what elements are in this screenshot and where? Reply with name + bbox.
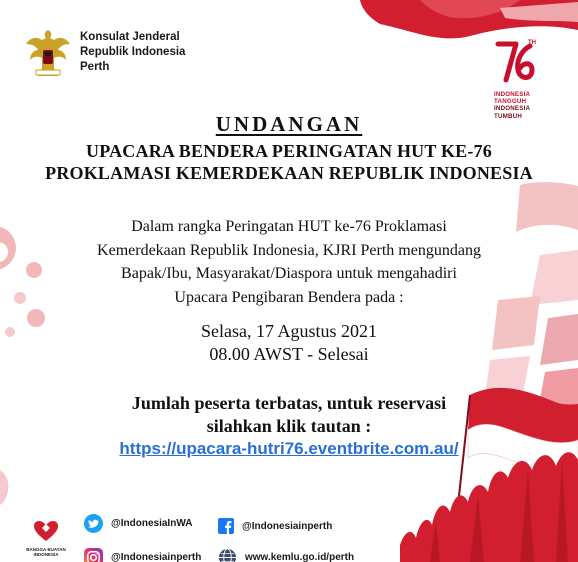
reservation-note (0, 392, 578, 438)
bbi-line-2: INDONESIA (33, 552, 59, 557)
bbi-label (26, 547, 66, 557)
invitation-subtitle-line-1: UPACARA BENDERA PERINGATAN HUT KE-76 (86, 141, 492, 161)
tagline-line-1: INDONESIA (494, 91, 531, 98)
reservation-note-line-2: silahkan klik tautan : (206, 416, 372, 436)
facebook-handle[interactable] (218, 518, 332, 534)
event-date: Selasa, 17 Agustus 2021 (200, 321, 377, 341)
invitation-subtitle-line-2: PROKLAMASI KEMERDEKAAN REPUBLIK INDONESIA (45, 163, 533, 183)
facebook-handle-text: @Indonesiainperth (242, 520, 333, 532)
bbi-heart-icon (33, 520, 59, 542)
bangga-buatan-indonesia-logo (26, 520, 66, 557)
tagline-line-4: TUMBUH (494, 112, 523, 120)
instagram-handle[interactable] (84, 548, 201, 562)
consulate-line-1: Konsulat Jenderal (80, 30, 180, 43)
instagram-icon (84, 548, 103, 562)
garuda-emblem-icon (24, 26, 72, 78)
bbi-line-1: BANGGA BUATAN (26, 547, 66, 552)
website-link[interactable] (218, 548, 354, 562)
instagram-handle-text: @Indonesiainperth (111, 552, 202, 562)
reservation-note-line-1: Jumlah peserta terbatas, untuk reservasi (131, 393, 447, 413)
twitter-handle-text: @IndonesiaInWA (111, 518, 193, 529)
hut-76-superscript: TH (528, 40, 536, 46)
globe-icon (218, 548, 237, 562)
tagline-line-2: TANGGUH (494, 98, 527, 106)
paragraph-line-1: Dalam rangka Peringatan HUT ke-76 Proklamasi (131, 218, 447, 235)
tagline-line-3: INDONESIA (494, 105, 531, 113)
reservation-link[interactable]: https://upacara-hutri76.eventbrite.com.au/ (119, 439, 459, 458)
consulate-header (24, 26, 185, 78)
invitation-title: UNDANGAN (215, 112, 363, 136)
consulate-line-3: Perth (80, 60, 110, 73)
invitation-paragraph (0, 215, 578, 309)
hut-76-logo (494, 38, 554, 120)
event-time: 08.00 AWST - Selesai (209, 344, 369, 364)
paragraph-line-2: Kemerdekaan Republik Indonesia, KJRI Perth mengundang (97, 241, 481, 259)
paragraph-line-3: Bapak/Ibu, Masyarakat/Diaspora untuk mengahadiri (121, 265, 457, 282)
hut-76-number-icon (494, 38, 538, 84)
twitter-icon (84, 514, 103, 533)
consulate-line-2: Republik Indonesia (80, 45, 186, 58)
event-schedule (0, 320, 578, 366)
twitter-handle[interactable] (84, 514, 192, 533)
paragraph-line-4: Upacara Pengibaran Bendera pada : (174, 288, 404, 306)
consulate-name (80, 30, 185, 75)
website-text: www.kemlu.go.id/perth (245, 552, 355, 562)
facebook-icon (218, 518, 234, 534)
